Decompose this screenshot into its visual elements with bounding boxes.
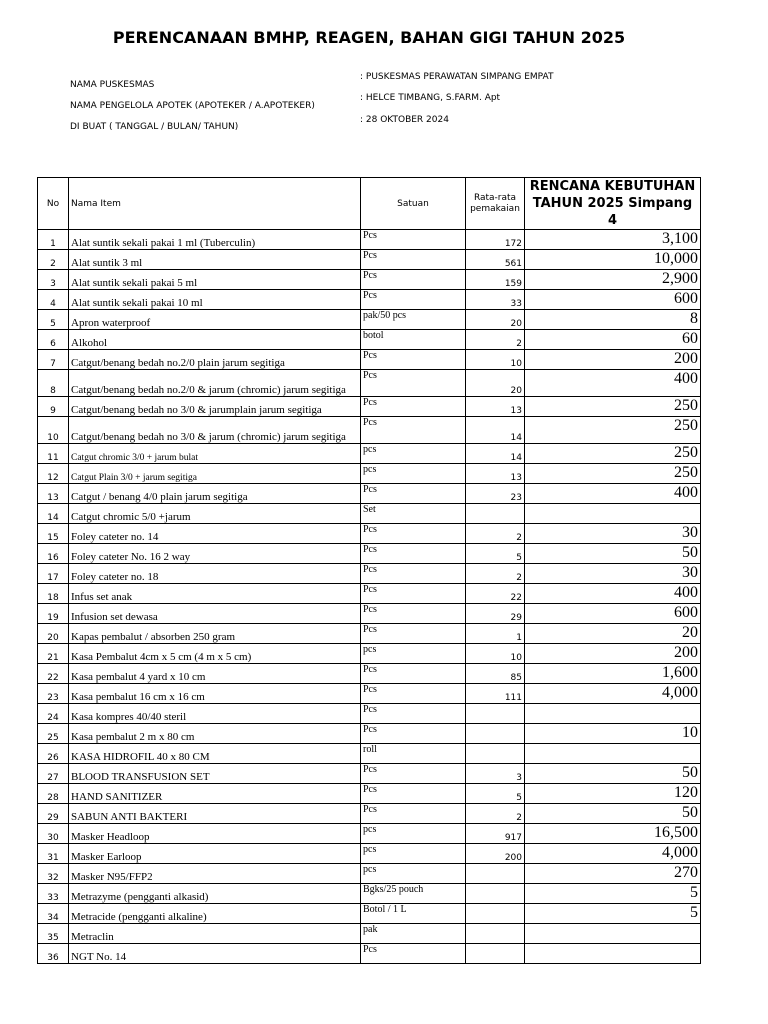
item-name: Kasa pembalut 16 cm x 16 cm	[69, 684, 361, 704]
planned-need: 60	[525, 330, 701, 350]
table-row	[38, 370, 701, 397]
average-usage: 10	[466, 644, 525, 664]
info-value-tanggal: : 28 OKTOBER 2024	[360, 115, 449, 125]
average-usage: 29	[466, 604, 525, 624]
row-number: 32	[38, 864, 69, 884]
table-row	[38, 724, 701, 744]
table-row	[38, 644, 701, 664]
row-number: 31	[38, 844, 69, 864]
average-usage: 111	[466, 684, 525, 704]
item-unit: Pcs	[361, 270, 466, 290]
planned-need: 5	[525, 884, 701, 904]
item-name: Infusion set dewasa	[69, 604, 361, 624]
item-unit: pcs	[361, 844, 466, 864]
row-number: 23	[38, 684, 69, 704]
table-row	[38, 444, 701, 464]
item-name: Masker N95/FFP2	[69, 864, 361, 884]
average-usage: 3	[466, 764, 525, 784]
row-number: 22	[38, 664, 69, 684]
item-unit: Pcs	[361, 724, 466, 744]
planned-need: 20	[525, 624, 701, 644]
average-usage: 13	[466, 464, 525, 484]
planned-need	[525, 744, 701, 764]
table-row	[38, 397, 701, 417]
item-name: Alkohol	[69, 330, 361, 350]
planned-need: 5	[525, 904, 701, 924]
average-usage: 2	[466, 524, 525, 544]
planned-need: 200	[525, 350, 701, 370]
average-usage: 2	[466, 804, 525, 824]
row-number: 30	[38, 824, 69, 844]
planned-need: 16,500	[525, 824, 701, 844]
item-unit: Pcs	[361, 397, 466, 417]
item-name: SABUN ANTI BAKTERI	[69, 804, 361, 824]
row-number: 2	[38, 250, 69, 270]
item-unit: pak/50 pcs	[361, 310, 466, 330]
row-number: 25	[38, 724, 69, 744]
row-number: 34	[38, 904, 69, 924]
table-row	[38, 884, 701, 904]
table-row	[38, 544, 701, 564]
planned-need: 1,600	[525, 664, 701, 684]
page-title: PERENCANAAN BMHP, REAGEN, BAHAN GIGI TAHUN 2025	[112, 28, 626, 47]
item-name: Catgut / benang 4/0 plain jarum segitiga	[69, 484, 361, 504]
item-unit: Pcs	[361, 230, 466, 250]
table-row	[38, 417, 701, 444]
item-unit: Pcs	[361, 544, 466, 564]
item-name: Catgut Plain 3/0 + jarum segitiga	[69, 464, 361, 484]
table-row	[38, 624, 701, 644]
table-row	[38, 350, 701, 370]
item-unit: Botol / 1 L	[361, 904, 466, 924]
item-name: Masker Headloop	[69, 824, 361, 844]
planned-need: 4,000	[525, 684, 701, 704]
item-name: BLOOD TRANSFUSION SET	[69, 764, 361, 784]
info-label-pengelola: NAMA PENGELOLA APOTEK (APOTEKER / A.APOTEKER)	[70, 101, 315, 111]
item-name: Kasa Pembalut 4cm x 5 cm (4 m x 5 cm)	[69, 644, 361, 664]
planned-need	[525, 944, 701, 964]
item-name: Alat suntik sekali pakai 5 ml	[69, 270, 361, 290]
item-unit: Pcs	[361, 684, 466, 704]
planned-need: 400	[525, 584, 701, 604]
item-name: Catgut chromic 5/0 +jarum	[69, 504, 361, 524]
planned-need: 600	[525, 604, 701, 624]
planned-need: 3,100	[525, 230, 701, 250]
table-row	[38, 604, 701, 624]
row-number: 7	[38, 350, 69, 370]
row-number: 14	[38, 504, 69, 524]
table-row	[38, 464, 701, 484]
item-unit: Pcs	[361, 764, 466, 784]
item-name: Kasa pembalut 2 m x 80 cm	[69, 724, 361, 744]
average-usage: 10	[466, 350, 525, 370]
item-unit: Pcs	[361, 524, 466, 544]
header-row	[38, 178, 701, 230]
table-row	[38, 864, 701, 884]
item-unit: Pcs	[361, 804, 466, 824]
planned-need: 400	[525, 370, 701, 397]
item-unit: Pcs	[361, 484, 466, 504]
table-row	[38, 250, 701, 270]
row-number: 36	[38, 944, 69, 964]
planned-need: 250	[525, 464, 701, 484]
row-number: 33	[38, 884, 69, 904]
planned-need: 250	[525, 417, 701, 444]
row-number: 20	[38, 624, 69, 644]
table-row	[38, 330, 701, 350]
table-row	[38, 944, 701, 964]
header-satuan: Satuan	[361, 178, 466, 230]
average-usage	[466, 504, 525, 524]
planned-need: 250	[525, 444, 701, 464]
item-unit: Pcs	[361, 290, 466, 310]
average-usage	[466, 744, 525, 764]
header-rencana-kebutuhan: RENCANA KEBUTUHAN TAHUN 2025 Simpang 4	[525, 178, 701, 230]
table-row	[38, 784, 701, 804]
item-unit: Pcs	[361, 564, 466, 584]
table-row	[38, 844, 701, 864]
table-row	[38, 744, 701, 764]
item-unit: Pcs	[361, 584, 466, 604]
item-unit: Bgks/25 pouch	[361, 884, 466, 904]
item-unit: pak	[361, 924, 466, 944]
average-usage	[466, 884, 525, 904]
row-number: 18	[38, 584, 69, 604]
average-usage: 2	[466, 330, 525, 350]
average-usage: 20	[466, 310, 525, 330]
average-usage: 20	[466, 370, 525, 397]
item-name: Alat suntik 3 ml	[69, 250, 361, 270]
row-number: 35	[38, 924, 69, 944]
planned-need: 10,000	[525, 250, 701, 270]
item-unit: Pcs	[361, 784, 466, 804]
average-usage	[466, 944, 525, 964]
row-number: 8	[38, 370, 69, 397]
item-unit: botol	[361, 330, 466, 350]
row-number: 11	[38, 444, 69, 464]
planned-need: 4,000	[525, 844, 701, 864]
info-label-tanggal: DI BUAT ( TANGGAL / BULAN/ TAHUN)	[70, 122, 239, 132]
average-usage: 23	[466, 484, 525, 504]
item-unit: pcs	[361, 864, 466, 884]
planned-need: 30	[525, 524, 701, 544]
planned-need: 50	[525, 764, 701, 784]
row-number: 26	[38, 744, 69, 764]
average-usage: 5	[466, 544, 525, 564]
average-usage: 561	[466, 250, 525, 270]
planned-need: 50	[525, 804, 701, 824]
item-name: Alat suntik sekali pakai 10 ml	[69, 290, 361, 310]
average-usage: 33	[466, 290, 525, 310]
item-name: Kapas pembalut / absorben 250 gram	[69, 624, 361, 644]
item-name: Apron waterproof	[69, 310, 361, 330]
item-unit: roll	[361, 744, 466, 764]
row-number: 24	[38, 704, 69, 724]
planned-need: 600	[525, 290, 701, 310]
item-unit: Pcs	[361, 250, 466, 270]
header-nama-item: Nama Item	[69, 178, 361, 230]
table-row	[38, 230, 701, 250]
item-unit: Pcs	[361, 624, 466, 644]
table-row	[38, 584, 701, 604]
row-number: 3	[38, 270, 69, 290]
planned-need: 250	[525, 397, 701, 417]
table-row	[38, 684, 701, 704]
item-name: Foley cateter no. 14	[69, 524, 361, 544]
item-unit: pcs	[361, 464, 466, 484]
average-usage: 22	[466, 584, 525, 604]
planned-need: 10	[525, 724, 701, 744]
table-row	[38, 764, 701, 784]
item-name: Foley cateter no. 18	[69, 564, 361, 584]
planned-need: 50	[525, 544, 701, 564]
item-unit: pcs	[361, 824, 466, 844]
item-name: Metrazyme (pengganti alkasid)	[69, 884, 361, 904]
item-unit: pcs	[361, 444, 466, 464]
table-row	[38, 924, 701, 944]
planned-need: 270	[525, 864, 701, 884]
average-usage: 917	[466, 824, 525, 844]
item-name: Catgut chromic 3/0 + jarum bulat	[69, 444, 361, 464]
item-name: Kasa kompres 40/40 steril	[69, 704, 361, 724]
row-number: 29	[38, 804, 69, 824]
header-rata-rata: Rata-rata pemakaian	[466, 178, 525, 230]
planned-need	[525, 504, 701, 524]
table-row	[38, 664, 701, 684]
planned-need: 8	[525, 310, 701, 330]
item-unit: Pcs	[361, 417, 466, 444]
average-usage: 159	[466, 270, 525, 290]
average-usage	[466, 724, 525, 744]
planned-need: 120	[525, 784, 701, 804]
item-name: Metraclin	[69, 924, 361, 944]
item-name: Catgut/benang bedah no.2/0 plain jarum segitiga	[69, 350, 361, 370]
average-usage: 2	[466, 564, 525, 584]
info-label-puskesmas: NAMA PUSKESMAS	[70, 80, 155, 90]
table-row	[38, 524, 701, 544]
row-number: 19	[38, 604, 69, 624]
table-row	[38, 904, 701, 924]
row-number: 17	[38, 564, 69, 584]
table-body	[38, 230, 701, 964]
table-row	[38, 704, 701, 724]
table-row	[38, 504, 701, 524]
planned-need: 400	[525, 484, 701, 504]
item-name: Metracide (pengganti alkaline)	[69, 904, 361, 924]
row-number: 1	[38, 230, 69, 250]
item-unit: Pcs	[361, 370, 466, 397]
item-name: Masker Earloop	[69, 844, 361, 864]
average-usage	[466, 864, 525, 884]
item-unit: Pcs	[361, 350, 466, 370]
item-name: NGT No. 14	[69, 944, 361, 964]
planned-need: 2,900	[525, 270, 701, 290]
info-value-puskesmas: : PUSKESMAS PERAWATAN SIMPANG EMPAT	[360, 72, 554, 82]
planned-need	[525, 924, 701, 944]
row-number: 27	[38, 764, 69, 784]
planned-need	[525, 704, 701, 724]
row-number: 16	[38, 544, 69, 564]
table-row	[38, 270, 701, 290]
item-name: Catgut/benang bedah no 3/0 & jarum (chromic) jarum segitiga	[69, 417, 361, 444]
item-unit: Set	[361, 504, 466, 524]
item-name: Alat suntik sekali pakai 1 ml (Tuberculin)	[69, 230, 361, 250]
table-row	[38, 804, 701, 824]
average-usage: 172	[466, 230, 525, 250]
row-number: 21	[38, 644, 69, 664]
item-unit: pcs	[361, 644, 466, 664]
row-number: 12	[38, 464, 69, 484]
row-number: 6	[38, 330, 69, 350]
average-usage: 1	[466, 624, 525, 644]
header-no: No	[38, 178, 69, 230]
average-usage: 14	[466, 444, 525, 464]
item-unit: Pcs	[361, 704, 466, 724]
average-usage: 14	[466, 417, 525, 444]
table-row	[38, 484, 701, 504]
row-number: 15	[38, 524, 69, 544]
average-usage: 200	[466, 844, 525, 864]
item-name: KASA HIDROFIL 40 x 80 CM	[69, 744, 361, 764]
average-usage	[466, 904, 525, 924]
item-unit: Pcs	[361, 604, 466, 624]
average-usage	[466, 704, 525, 724]
table-row	[38, 824, 701, 844]
table-row	[38, 310, 701, 330]
average-usage: 5	[466, 784, 525, 804]
item-unit: Pcs	[361, 944, 466, 964]
planned-need: 30	[525, 564, 701, 584]
row-number: 9	[38, 397, 69, 417]
item-name: Catgut/benang bedah no 3/0 & jarumplain jarum segitiga	[69, 397, 361, 417]
row-number: 13	[38, 484, 69, 504]
table-row	[38, 564, 701, 584]
row-number: 5	[38, 310, 69, 330]
info-value-pengelola: : HELCE TIMBANG, S.FARM. Apt	[360, 93, 501, 103]
item-name: Foley cateter No. 16 2 way	[69, 544, 361, 564]
average-usage	[466, 924, 525, 944]
planned-need: 200	[525, 644, 701, 664]
average-usage: 13	[466, 397, 525, 417]
average-usage: 85	[466, 664, 525, 684]
planning-table	[37, 177, 701, 964]
row-number: 4	[38, 290, 69, 310]
item-unit: Pcs	[361, 664, 466, 684]
item-name: Infus set anak	[69, 584, 361, 604]
table-row	[38, 290, 701, 310]
item-name: Kasa pembalut 4 yard x 10 cm	[69, 664, 361, 684]
item-name: HAND SANITIZER	[69, 784, 361, 804]
row-number: 10	[38, 417, 69, 444]
item-name: Catgut/benang bedah no.2/0 & jarum (chromic) jarum segitiga	[69, 370, 361, 397]
row-number: 28	[38, 784, 69, 804]
